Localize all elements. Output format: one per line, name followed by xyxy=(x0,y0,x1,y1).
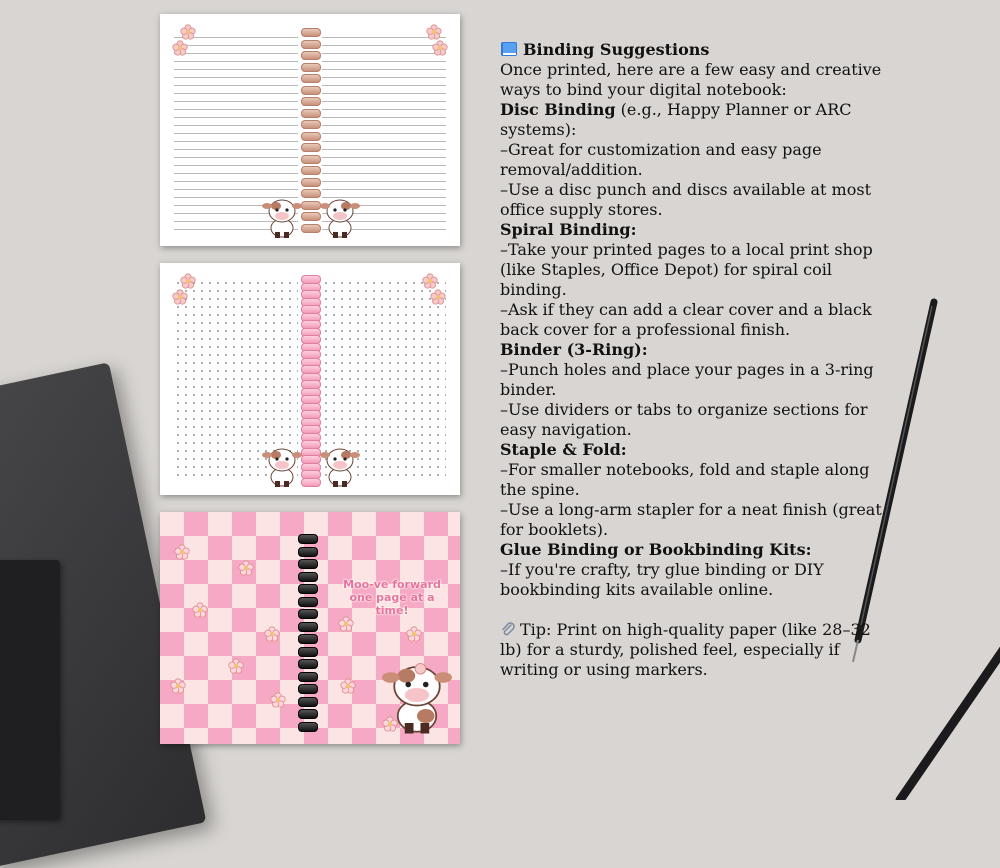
tip-text: Tip: Print on high-quality paper (like 28–32 lb) for a sturdy, polished feel, especially if writing or using markers. xyxy=(500,620,871,679)
lined-notebook-preview xyxy=(160,14,460,246)
binding-ring xyxy=(301,40,321,49)
flower-icon xyxy=(180,24,196,40)
binding-ring xyxy=(301,224,321,233)
flower-icon xyxy=(172,40,188,56)
section-heading: Disc Binding xyxy=(500,100,616,119)
binding-ring xyxy=(301,120,321,129)
binding-ring xyxy=(301,51,321,60)
section-heading: Binder (3-Ring): xyxy=(500,340,648,359)
binding-ring xyxy=(301,478,321,487)
flower-icon xyxy=(192,602,208,618)
binding-ring xyxy=(301,143,321,152)
black-spiral-coil xyxy=(298,524,316,732)
tip-row xyxy=(500,620,890,680)
cover-slogan: Moo-ve forward one page at a time! xyxy=(343,578,441,617)
section-item: –Take your printed pages to a local print shop (like Staples, Office Depot) for spiral coil binding. xyxy=(500,240,873,299)
flower-icon xyxy=(170,678,186,694)
binding-ring xyxy=(298,684,318,694)
section-item: –Use dividers or tabs to organize sections for easy navigation. xyxy=(500,400,868,439)
notebook-cover-preview xyxy=(160,512,460,744)
binding-ring xyxy=(301,166,321,175)
flower-icon xyxy=(270,692,286,708)
section-heading: Glue Binding or Bookbinding Kits: xyxy=(500,540,812,559)
cow-icon xyxy=(262,194,302,238)
flower-icon xyxy=(432,40,448,56)
section-item: –Use a long-arm stapler for a neat finish (great for booklets). xyxy=(500,500,882,539)
flower-icon xyxy=(426,24,442,40)
binding-ring xyxy=(298,672,318,682)
binding-ring xyxy=(298,647,318,657)
binding-ring xyxy=(298,709,318,719)
binding-ring xyxy=(301,212,321,221)
flower-icon xyxy=(340,678,356,694)
flower-icon xyxy=(180,273,196,289)
dotted-notebook-preview xyxy=(160,263,460,495)
binding-ring xyxy=(298,609,318,619)
binding-ring xyxy=(301,178,321,187)
panel-title: Binding Suggestions xyxy=(523,40,710,59)
section-heading-suffix: (e.g., Happy Planner or ARC systems): xyxy=(500,100,852,139)
section-heading-row xyxy=(500,340,890,360)
section-heading: Spiral Binding: xyxy=(500,220,637,239)
flower-icon xyxy=(172,289,188,305)
binding-ring xyxy=(298,559,318,569)
flower-icon xyxy=(422,273,438,289)
binding-ring xyxy=(301,132,321,141)
paperclip-icon xyxy=(500,621,516,637)
section-item: –Ask if they can add a clear cover and a black back cover for a professional finish. xyxy=(500,300,872,339)
section-heading-row xyxy=(500,440,890,460)
binding-ring xyxy=(301,28,321,37)
section-heading-row xyxy=(500,100,890,140)
spiral-binding-coil xyxy=(301,275,319,483)
binding-ring xyxy=(301,201,321,210)
binding-sections xyxy=(500,100,890,600)
black-pen-2 xyxy=(900,640,1000,800)
binding-ring xyxy=(301,63,321,72)
flower-icon xyxy=(228,658,244,674)
disc-binding-rings xyxy=(301,26,319,234)
section-item: –Great for customization and easy page removal/addition. xyxy=(500,140,822,179)
flower-icon xyxy=(430,289,446,305)
section-item: –For smaller notebooks, fold and staple along the spine. xyxy=(500,460,870,499)
binding-ring xyxy=(298,622,318,632)
cow-icon xyxy=(262,443,302,487)
binding-ring xyxy=(298,584,318,594)
binding-ring xyxy=(301,86,321,95)
blue-book-icon xyxy=(500,41,518,57)
binding-ring xyxy=(298,597,318,607)
section-heading: Staple & Fold: xyxy=(500,440,627,459)
cow-icon xyxy=(320,443,360,487)
intro-text: Once printed, here are a few easy and creative ways to bind your digital notebook: xyxy=(500,60,882,99)
binding-suggestions-panel xyxy=(500,40,890,680)
panel-title-row xyxy=(500,40,890,60)
cow-icon xyxy=(320,194,360,238)
section-heading-row xyxy=(500,540,890,560)
binding-ring xyxy=(298,534,318,544)
flower-icon xyxy=(264,626,280,642)
flower-icon xyxy=(238,560,254,576)
binding-ring xyxy=(301,97,321,106)
binding-ring xyxy=(298,722,318,732)
binding-ring xyxy=(301,109,321,118)
binding-ring xyxy=(298,572,318,582)
cow-icon xyxy=(382,656,452,734)
binding-ring xyxy=(301,74,321,83)
flower-icon xyxy=(406,626,422,642)
binding-ring xyxy=(298,634,318,644)
section-item: –Use a disc punch and discs available at most office supply stores. xyxy=(500,180,871,219)
flower-icon xyxy=(174,544,190,560)
flower-icon xyxy=(338,616,354,632)
binding-ring xyxy=(301,189,321,198)
section-item: –Punch holes and place your pages in a 3-ring binder. xyxy=(500,360,874,399)
binding-ring xyxy=(298,547,318,557)
section-item: –If you're crafty, try glue binding or DIY bookbinding kits available online. xyxy=(500,560,824,599)
binding-ring xyxy=(298,697,318,707)
section-heading-row xyxy=(500,220,890,240)
binding-ring xyxy=(298,659,318,669)
binding-ring xyxy=(301,155,321,164)
